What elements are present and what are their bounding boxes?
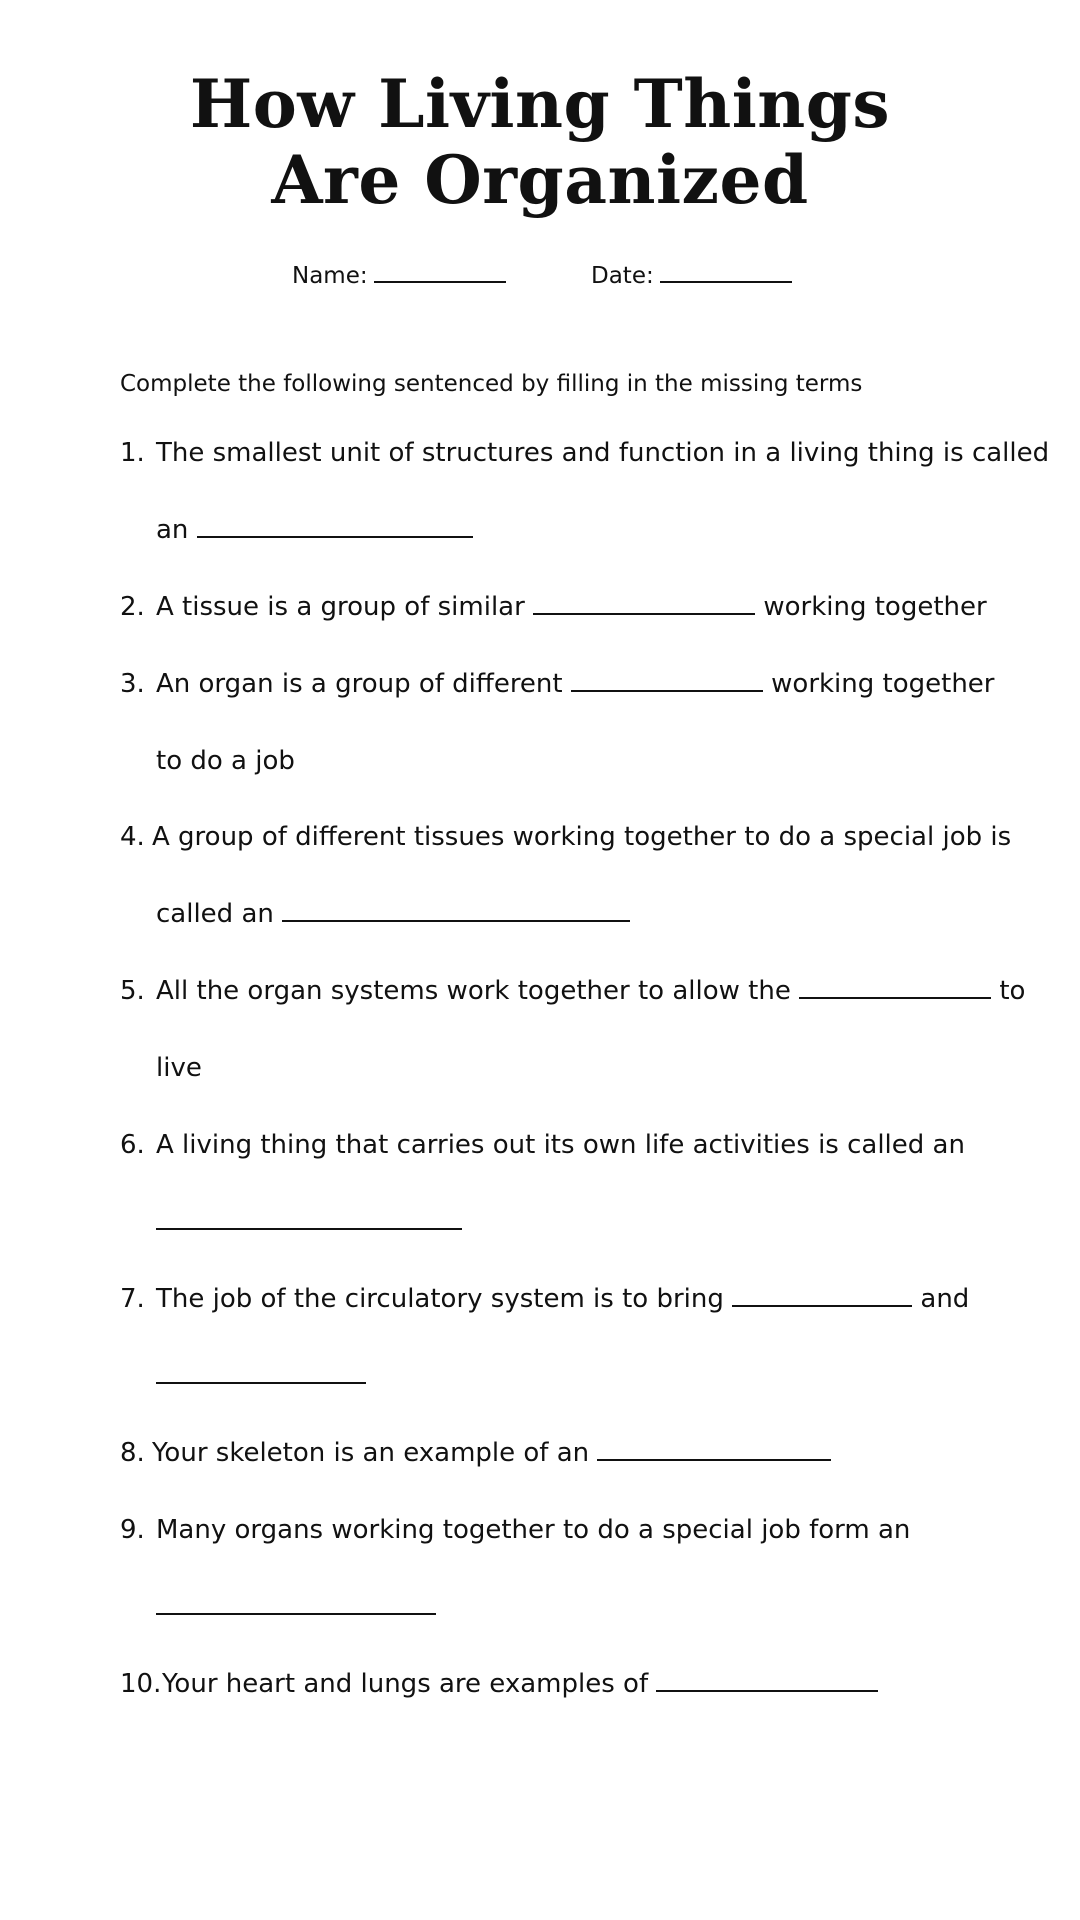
answer-blank[interactable] [282,898,630,922]
instructions-text: Complete the following sentenced by filling in the missing terms [120,371,863,397]
question-text: The job of the circulatory system is to bring [156,1284,724,1314]
name-label: Name: [292,263,368,289]
question-5-line-1 [120,975,1025,1007]
name-field [292,262,506,290]
question-number: 8. [120,1438,145,1468]
question-number: 7. [120,1284,145,1314]
question-number: 9. [120,1515,145,1545]
answer-blank[interactable] [799,975,991,999]
question-10-line-1 [120,1668,878,1700]
question-text: All the organ systems work together to allow the [156,976,791,1006]
question-4-line-1 [120,821,1011,853]
question-3-line-2 [156,745,295,777]
answer-blank[interactable] [156,1591,436,1615]
question-9-line-2 [156,1591,436,1623]
question-text: and [920,1284,970,1314]
title-line-2: Are Organized [271,141,809,219]
question-9-line-1 [120,1514,910,1546]
question-text: to [999,976,1026,1006]
worksheet-title [0,66,1080,218]
question-text: working together [763,592,987,622]
question-text: live [156,1053,202,1083]
date-blank[interactable] [660,263,792,283]
question-text: A group of different tissues working together to do a special job is [152,822,1012,852]
question-3-line-1 [120,668,995,700]
question-number: 4. [120,822,145,852]
question-number: 10. [120,1669,162,1699]
answer-blank[interactable] [656,1668,878,1692]
name-blank[interactable] [374,263,506,283]
question-text: A living thing that carries out its own life activities is called an [156,1130,965,1160]
question-5-line-2 [156,1052,202,1084]
title-line-1: How Living Things [189,65,891,143]
date-label: Date: [591,263,654,289]
question-text: Many organs working together to do a special job form an [156,1515,911,1545]
question-4-line-2 [156,898,630,930]
question-text: The smallest unit of structures and function in a living thing is called [156,438,1050,468]
answer-blank[interactable] [156,1206,462,1230]
date-field [591,262,792,290]
answer-blank[interactable] [597,1437,831,1461]
question-text: called an [156,899,274,929]
question-number: 6. [120,1130,145,1160]
question-text: A tissue is a group of similar [156,592,525,622]
answer-blank[interactable] [533,591,755,615]
question-text: an [156,515,189,545]
question-7-line-2 [156,1360,366,1392]
question-1-line-2 [156,514,473,546]
answer-blank[interactable] [156,1360,366,1384]
question-8-line-1 [120,1437,831,1469]
question-number: 3. [120,669,145,699]
question-number: 5. [120,976,145,1006]
question-1-line-1 [120,437,1049,469]
question-text: Your skeleton is an example of an [152,1438,590,1468]
answer-blank[interactable] [571,668,763,692]
question-2-line-1 [120,591,987,623]
question-6-line-2 [156,1206,462,1238]
question-number: 1. [120,438,145,468]
question-text: working together [771,669,995,699]
question-text: An organ is a group of different [156,669,563,699]
question-text: Your heart and lungs are examples of [162,1669,649,1699]
question-7-line-1 [120,1283,969,1315]
answer-blank[interactable] [197,514,473,538]
answer-blank[interactable] [732,1283,912,1307]
question-number: 2. [120,592,145,622]
question-6-line-1 [120,1129,965,1161]
question-text: to do a job [156,746,295,776]
